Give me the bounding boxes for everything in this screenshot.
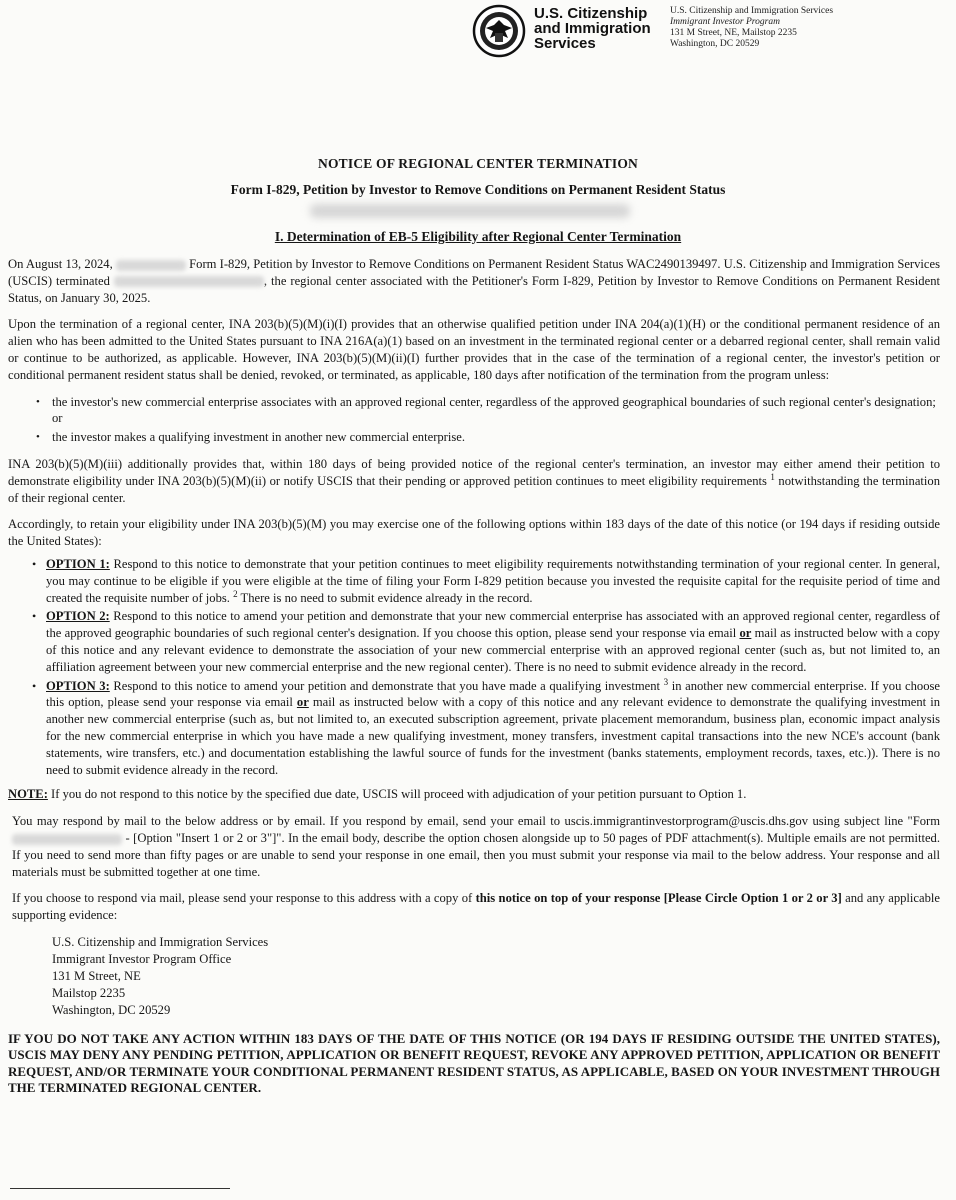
- text: If you choose to respond via mail, please send your response to this address with a copy of: [12, 891, 473, 906]
- paragraph-email-instructions: [8, 813, 940, 880]
- emphasis: or: [739, 626, 752, 641]
- address-line: U.S. Citizenship and Immigration Services: [52, 934, 269, 949]
- section-heading: I. Determination of EB-5 Eligibility after Regional Center Termination: [274, 229, 682, 244]
- dhs-seal-icon: [472, 4, 526, 58]
- agency-name-line: U.S. Citizenship: [534, 5, 648, 22]
- letterhead-address-line: Washington, DC 20529: [670, 39, 760, 49]
- list-item: • the investor makes a qualifying investment in another new commercial enterprise.: [52, 429, 940, 446]
- text: You may respond by mail to the below address or by email. If you respond by email, send your email to uscis.immigrantinvestorprogram@uscis.dhs.gov using subject line "Form: [12, 814, 940, 829]
- agency-name-line: and Immigration: [534, 20, 651, 37]
- text: in another new commercial enterprise. If you choose this option, please send your response via email: [46, 678, 940, 710]
- letterhead-address-line: U.S. Citizenship and Immigration Services: [670, 6, 834, 16]
- text: Respond to this notice to amend your petition and demonstrate that your new commercial enterprise has associated with an approved regional center, regardless of the approved geographic boundaries of such regional center's designation. If you choose this option, please send your response via email: [46, 609, 940, 641]
- letterhead-address-line: Immigrant Investor Program: [670, 17, 780, 27]
- redaction-inline: [114, 276, 264, 287]
- emphasis: or: [296, 695, 309, 710]
- options-list: [8, 556, 940, 778]
- address-line: Immigrant Investor Program Office: [52, 951, 232, 966]
- redaction-inline: [12, 834, 122, 845]
- footnote-divider: [10, 1188, 230, 1189]
- notice-title: NOTICE OF REGIONAL CENTER TERMINATION: [318, 156, 638, 171]
- mail-address: [52, 934, 940, 1019]
- agency-name: [534, 6, 670, 51]
- redaction-inline: [116, 260, 186, 271]
- option-2: [46, 608, 940, 675]
- list-item: • the investor's new commercial enterprise associates with an approved regional center, regardless of the approved geographical boundaries of such regional center's designation; or: [52, 394, 940, 428]
- footnote-ref: 1: [770, 471, 775, 482]
- text: There is no need to submit evidence already in the record.: [240, 590, 533, 605]
- footnote-ref: 3: [663, 676, 669, 687]
- option-label: OPTION 2:: [46, 609, 110, 624]
- paragraph-options-intro: Accordingly, to retain your eligibility under INA 203(b)(5)(M) you may exercise one of the following options within 183 days of the date of this notice (or 194 days if residing outside the United States):: [8, 517, 940, 549]
- text: Form I-829, Petition by Investor to Remove Conditions on Permanent Resident Status WAC2490139497. U.S. Citizenship and Immigration Services (USCIS) terminated: [8, 257, 941, 288]
- text: On August 13, 2024,: [8, 257, 113, 271]
- text: , the regional center associated with the Petitioner's Form I-829, Petition by Investor to Remove Conditions on Permanent Resident Status, on January 30, 2025.: [8, 273, 940, 305]
- footnote-ref: 2: [233, 588, 238, 599]
- paragraph-note: [8, 786, 940, 803]
- warning-statement: IF YOU DO NOT TAKE ANY ACTION WITHIN 183 DAYS OF THE DATE OF THIS NOTICE (OR 194 DAYS IF RESIDING OUTSIDE THE UNITED STATES), USCIS MAY DENY ANY PENDING PETITION, APPLICATION OR BENEFIT REQUEST, REVOKE ANY APPROVED PETITION, APPLICATION OR BENEFIT REQUEST, AND/OR TERMINATE YOUR CONDITIONAL PERMANENT RESIDENT STATUS, AS APPLICABLE, BASED ON YOUR INVESTMENT THROUGH THE TERMINATED REGIONAL CENTER.: [8, 1030, 940, 1096]
- notice-body: [8, 256, 940, 1107]
- text: mail as instructed below with a copy of this notice and any relevant evidence to demonstrate the qualifying investment in another new commercial enterprise (such as, but not limited to, an executed subscription agreement, private placement memorandum, business plan, economic impact analysis for the new commercial enterprise in which you have made a new qualifying investment, money transfers, investment capital transactions into the new NCE's account (bank statements, wire transfers, etc.) and documentation establishing the lawful source of funds for the investment (banks statements, employment records, taxes, etc.)). There is no need to submit evidence already in the record.: [46, 695, 940, 777]
- letterhead-address-line: 131 M Street, NE, Mailstop 2235: [670, 28, 797, 38]
- notice-subtitle: Form I-829, Petition by Investor to Remove Conditions on Permanent Resident Status: [230, 182, 726, 197]
- option-label: OPTION 3:: [46, 678, 110, 693]
- text: INA 203(b)(5)(M)(iii) additionally provides that, within 180 days of being provided notice of the regional center's termination, an investor may either amend their petition to demonstrate eligibility under INA 203(b)(5)(M)(ii) or notify USCIS that their pending or approved petition continues to meet eligibility requirements: [8, 456, 940, 488]
- text: - [Option "Insert 1 or 2 or 3"]". In the email body, describe the option chosen alongside up to 50 pages of PDF attachment(s). Multiple emails are not permitted. If you need to send more than fifty pages or are unable to send your response in one email, then you must submit your response via mail to the below address. Your response and all materials must be submitted together at one time.: [12, 830, 941, 879]
- option-1: [46, 556, 940, 606]
- text: Respond to this notice to amend your petition and demonstrate that you have made a qualifying investment: [113, 678, 660, 693]
- paragraph-amend-petition: [8, 456, 940, 506]
- text: mail as instructed below with a copy of this notice and any relevant evidence to demonstrate the association of your new commercial enterprise with an approved regional center (such as, but not limited to, an affiliation agreement between your new commercial enterprise and the new regional center). There is no need to submit evidence already in the record.: [46, 626, 940, 674]
- note-label: NOTE:: [8, 787, 48, 802]
- agency-name-line: Services: [534, 35, 596, 52]
- emphasis: this notice on top of your response [Please Circle Option 1 or 2 or 3]: [475, 891, 842, 906]
- redaction-block: [310, 204, 630, 218]
- option-3: [46, 678, 940, 779]
- text: Respond to this notice to demonstrate that your petition continues to meet eligibility requirements notwithstanding termination of your regional center. In general, you may continue to be eligible if you were eligible at the time of filing your Form I-829 petition because you invested the requisite capital for the requisite period of time and created the requisite number of jobs.: [46, 556, 940, 605]
- option-label: OPTION 1:: [46, 556, 110, 571]
- address-line: Mailstop 2235: [52, 985, 126, 1000]
- letterhead-address: [670, 6, 950, 50]
- paragraph-mail-instructions: [8, 890, 940, 924]
- paragraph-termination-rules: Upon the termination of a regional center, INA 203(b)(5)(M)(i)(I) provides that an otherwise qualified petition under INA 204(a)(1)(H) or the conditional permanent residence of an alien who has been admitted to the United States pursuant to INA 216A(a)(1) based on an investment in the terminated regional center or a debarred regional center, shall remain valid or continue to be authorized, as applicable. However, INA 203(b)(5)(M)(ii)(I) further provides that in the case of the termination of a regional center, the investor's petition or conditional permanent resident status shall be denied, revoked, or terminated, as applicable, 180 days after notification of the termination from the program unless:: [8, 317, 940, 382]
- text: notwithstanding the termination of their regional center.: [8, 473, 940, 505]
- paragraph-determination: [8, 256, 940, 306]
- conditions-list: [8, 394, 940, 446]
- text: If you do not respond to this notice by the specified due date, USCIS will proceed with adjudication of your petition pursuant to Option 1.: [51, 787, 747, 802]
- address-line: Washington, DC 20529: [52, 1002, 171, 1017]
- letterhead: [470, 4, 950, 66]
- address-line: 131 M Street, NE: [52, 968, 141, 983]
- text: and any applicable supporting evidence:: [12, 891, 940, 923]
